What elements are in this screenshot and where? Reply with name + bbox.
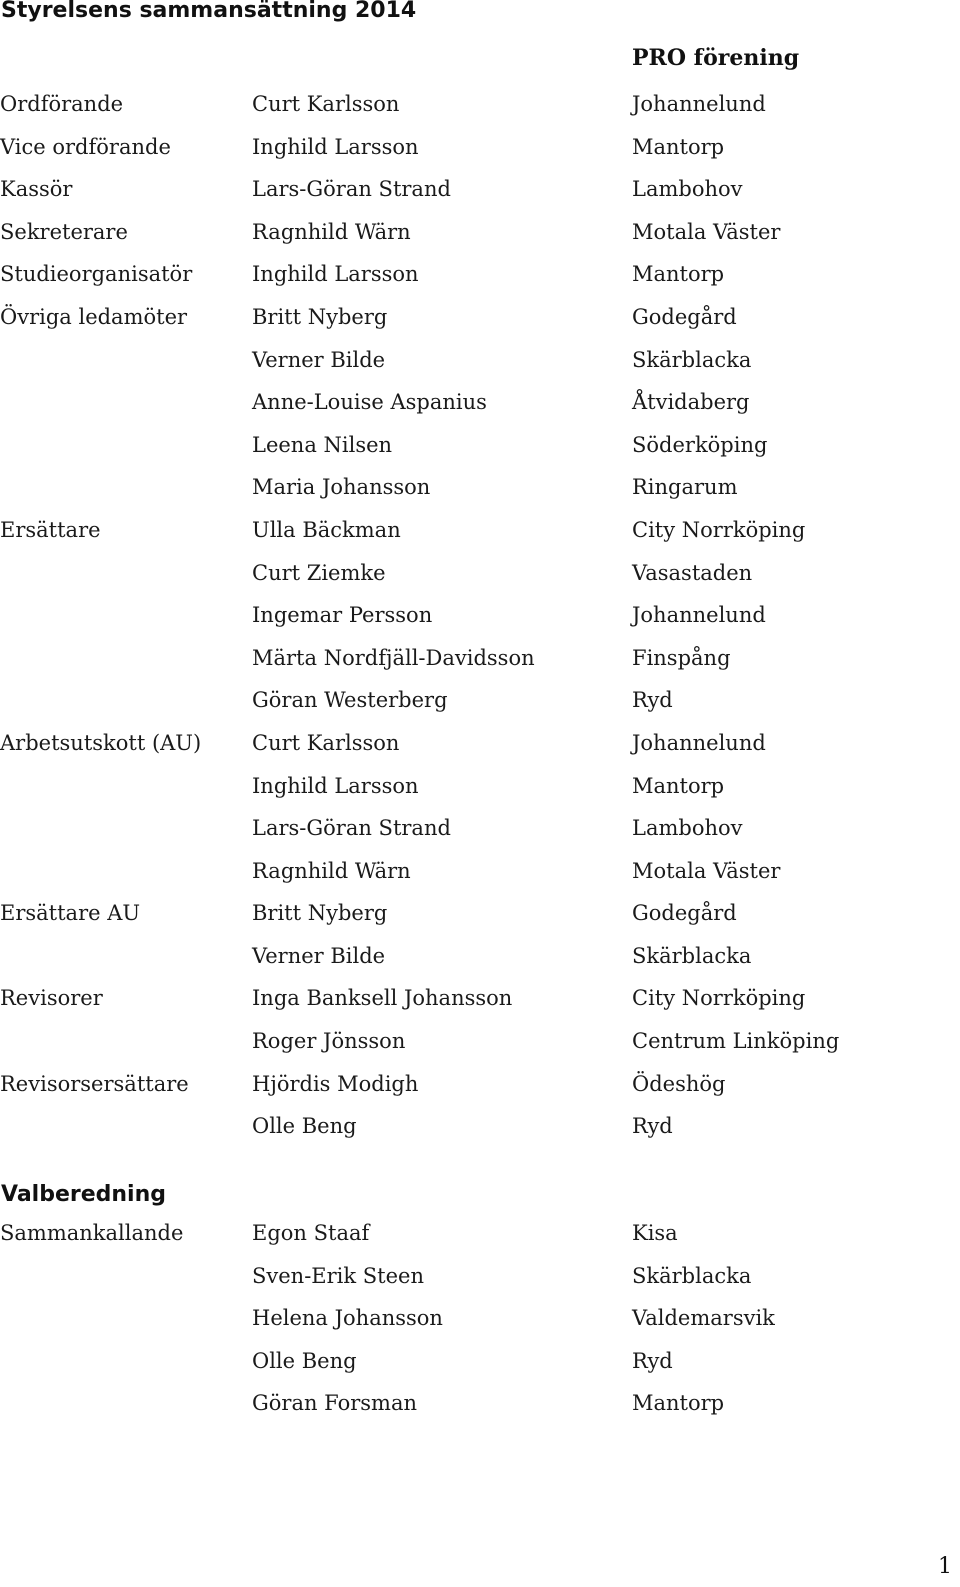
association-cell: Ryd <box>632 1348 673 1373</box>
association-cell: Ringarum <box>632 475 738 500</box>
association-cell: Centrum Linköping <box>632 1029 840 1054</box>
name-cell: Göran Forsman <box>252 1391 418 1416</box>
association-cell: Kisa <box>632 1221 678 1245</box>
table-row <box>0 977 960 1020</box>
association-cell: City Norrköping <box>632 986 806 1011</box>
association-cell: Mantorp <box>632 773 725 798</box>
table-row <box>0 807 960 850</box>
table-row <box>0 1063 960 1106</box>
name-cell: Anne-Louise Aspanius <box>252 390 487 415</box>
role-cell: Revisorsersättare <box>0 1071 189 1096</box>
association-cell: Skärblacka <box>632 1263 752 1288</box>
role-cell: Ersättare AU <box>0 901 141 926</box>
table-row <box>0 466 960 509</box>
name-cell: Maria Johansson <box>252 475 431 500</box>
name-cell: Lars-Göran Strand <box>252 177 451 202</box>
table-row <box>0 765 960 808</box>
table-row <box>0 935 960 978</box>
name-cell: Märta Nordfjäll-Davidsson <box>252 645 535 670</box>
column-header-association: PRO förening <box>632 45 800 71</box>
association-cell: Mantorp <box>632 262 725 287</box>
association-cell: Ryd <box>632 688 673 713</box>
name-cell: Göran Westerberg <box>252 688 448 713</box>
table-row <box>0 1105 960 1148</box>
association-cell: Finspång <box>632 645 731 670</box>
role-cell: Sekreterare <box>0 219 128 244</box>
name-cell: Lars-Göran Strand <box>252 816 451 841</box>
name-cell: Verner Bilde <box>252 347 386 372</box>
name-cell: Inghild Larsson <box>252 262 419 287</box>
table-row <box>0 126 960 169</box>
name-cell: Verner Bilde <box>252 943 386 968</box>
association-cell: Johannelund <box>632 603 766 628</box>
page-number: 1 <box>938 1554 952 1579</box>
association-cell: Lambohov <box>632 816 743 841</box>
table-row <box>0 892 960 935</box>
name-cell: Inghild Larsson <box>252 134 419 159</box>
table-row <box>0 509 960 552</box>
association-cell: Mantorp <box>632 134 725 159</box>
name-cell: Curt Karlsson <box>252 92 400 116</box>
name-cell: Ragnhild Wärn <box>252 858 411 883</box>
role-cell: Studieorganisatör <box>0 262 193 287</box>
table-row <box>0 679 960 722</box>
table-row <box>0 1297 960 1340</box>
table-row <box>0 1255 960 1298</box>
name-cell: Inghild Larsson <box>252 773 419 798</box>
table-row <box>0 1020 960 1063</box>
name-cell: Hjördis Modigh <box>252 1071 419 1096</box>
table-row <box>0 850 960 893</box>
table-row <box>0 637 960 680</box>
role-cell: Vice ordförande <box>0 134 171 159</box>
association-cell: Skärblacka <box>632 943 752 968</box>
table-row <box>0 1212 960 1255</box>
association-cell: Godegård <box>632 901 737 926</box>
name-cell: Ragnhild Wärn <box>252 219 411 244</box>
role-cell: Ersättare <box>0 517 101 542</box>
association-cell: Valdemarsvik <box>632 1306 775 1331</box>
association-cell: Ödeshög <box>632 1071 726 1096</box>
role-cell: Arbetsutskott (AU) <box>0 730 202 755</box>
role-cell: Övriga ledamöter <box>0 304 188 329</box>
association-cell: Vasastaden <box>632 560 753 585</box>
table-row <box>0 339 960 382</box>
association-cell: City Norrköping <box>632 517 806 542</box>
table-row <box>0 211 960 254</box>
role-cell: Sammankallande <box>0 1221 184 1245</box>
name-cell: Olle Beng <box>252 1114 357 1139</box>
association-cell: Johannelund <box>632 92 766 116</box>
name-cell: Olle Beng <box>252 1348 357 1373</box>
table-row <box>0 722 960 765</box>
table-row <box>0 83 960 126</box>
name-cell: Leena Nilsen <box>252 432 393 457</box>
role-cell: Ordförande <box>0 92 124 116</box>
table-row <box>0 1382 960 1425</box>
table-row <box>0 552 960 595</box>
association-cell: Motala Väster <box>632 858 781 883</box>
association-cell: Skärblacka <box>632 347 752 372</box>
association-cell: Åtvidaberg <box>632 390 750 415</box>
table-row <box>0 1340 960 1383</box>
name-cell: Sven-Erik Steen <box>252 1263 424 1288</box>
name-cell: Inga Banksell Johansson <box>252 986 513 1011</box>
table-row <box>0 168 960 211</box>
table-row <box>0 594 960 637</box>
association-cell: Johannelund <box>632 730 766 755</box>
association-cell: Mantorp <box>632 1391 725 1416</box>
table-row <box>0 253 960 296</box>
role-cell: Kassör <box>0 177 73 202</box>
association-cell: Godegård <box>632 304 737 329</box>
board-table <box>0 83 960 1148</box>
name-cell: Britt Nyberg <box>252 901 388 926</box>
name-cell: Ingemar Persson <box>252 603 433 628</box>
name-cell: Egon Staaf <box>252 1221 370 1245</box>
name-cell: Britt Nyberg <box>252 304 388 329</box>
association-cell: Motala Väster <box>632 219 781 244</box>
name-cell: Ulla Bäckman <box>252 517 401 542</box>
name-cell: Curt Karlsson <box>252 730 400 755</box>
name-cell: Helena Johansson <box>252 1306 443 1331</box>
association-cell: Lambohov <box>632 177 743 202</box>
role-cell: Revisorer <box>0 986 103 1011</box>
nomination-table <box>0 1212 960 1425</box>
table-row <box>0 296 960 339</box>
table-row <box>0 424 960 467</box>
name-cell: Curt Ziemke <box>252 560 386 585</box>
name-cell: Roger Jönsson <box>252 1029 406 1054</box>
association-cell: Ryd <box>632 1114 673 1139</box>
table-row <box>0 381 960 424</box>
association-cell: Söderköping <box>632 432 768 457</box>
nomination-title: Valberedning <box>1 1182 167 1207</box>
page-title: Styrelsens sammansättning 2014 <box>1 0 417 23</box>
